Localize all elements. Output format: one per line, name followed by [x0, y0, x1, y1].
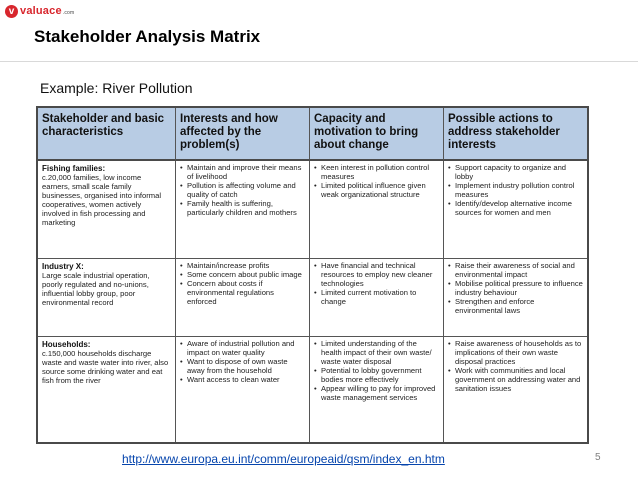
list-item: • Raise their awareness of social and environmental impact: [448, 261, 583, 279]
list-item: • Maintain/increase profits: [180, 261, 305, 270]
header-stakeholder: Stakeholder and basic characteristics: [38, 108, 176, 161]
capacity-cell-industry: [310, 259, 444, 337]
interests-cell-industry: [176, 259, 310, 337]
list-item: • Appear willing to pay for improved waste management services: [314, 384, 439, 402]
stakeholder-cell-households: [38, 337, 176, 442]
list-item: • Limited understanding of the health impact of their own waste/ waste water disposal: [314, 339, 439, 366]
stakeholder-name: Industry X:: [42, 262, 84, 271]
interests-cell-fishing: [176, 161, 310, 259]
list-item: • Mobilise political pressure to influence industry behaviour: [448, 279, 583, 297]
header-interests: Interests and how affected by the problem(s): [176, 108, 310, 161]
list-item: • Support capacity to organize and lobby: [448, 163, 583, 181]
stakeholder-name: Households:: [42, 340, 91, 349]
list-item: • Some concern about public image: [180, 270, 305, 279]
stakeholder-description: c.20,000 families, low income earners, small scale family businesses, organised into informal cooperatives, women actively involved in fish processing and marketing: [42, 173, 162, 227]
logo-mark-icon: v: [5, 5, 18, 18]
list-item: • Pollution is affecting volume and quality of catch: [180, 181, 305, 199]
valuace-logo: [5, 4, 74, 18]
stakeholder-description: Large scale industrial operation, poorly regulated and no-unions, influential lobby group, poor environmental record: [42, 271, 150, 307]
example-subtitle: Example: River Pollution: [40, 80, 193, 96]
list-item: • Concern about costs if environmental regulations enforced: [180, 279, 305, 306]
stakeholder-cell-fishing: [38, 161, 176, 259]
list-item: • Keen interest in pollution control measures: [314, 163, 439, 181]
actions-cell-fishing: [444, 161, 587, 259]
logo-text: valuace.com: [20, 5, 75, 17]
slide-title: Stakeholder Analysis Matrix: [34, 27, 261, 46]
header-actions: Possible actions to address stakeholder interests: [444, 108, 587, 161]
interests-cell-households: [176, 337, 310, 442]
list-item: • Want to dispose of own waste away from the household: [180, 357, 305, 375]
stakeholder-name: Fishing families:: [42, 164, 106, 173]
header-capacity: Capacity and motivation to bring about change: [310, 108, 444, 161]
list-item: • Limited political influence given weak organizational structure: [314, 181, 439, 199]
source-link[interactable]: http://www.europa.eu.int/comm/europeaid/qsm/index_en.htm: [122, 452, 445, 466]
stakeholder-matrix-table: [36, 106, 589, 444]
actions-cell-households: [444, 337, 587, 442]
page-number: 5: [595, 452, 601, 463]
stakeholder-description: c.150,000 households discharge waste and waste water into river, also source some drinking water and eat fish from the river: [42, 349, 169, 385]
list-item: • Maintain and improve their means of livelihood: [180, 163, 305, 181]
list-item: • Raise awareness of households as to implications of their own waste disposal practices: [448, 339, 583, 366]
list-item: • Implement industry pollution control measures: [448, 181, 583, 199]
capacity-cell-fishing: [310, 161, 444, 259]
list-item: • Strengthen and enforce environmental laws: [448, 297, 583, 315]
capacity-cell-households: [310, 337, 444, 442]
list-item: • Have financial and technical resources to employ new cleaner technologies: [314, 261, 439, 288]
list-item: • Potential to lobby government bodies more effectively: [314, 366, 439, 384]
list-item: • Family health is suffering, particularly children and mothers: [180, 199, 305, 217]
list-item: • Limited current motivation to change: [314, 288, 439, 306]
list-item: • Identify/develop alternative income sources for women and men: [448, 199, 583, 217]
list-item: • Work with communities and local government on addressing water and sanitation issues: [448, 366, 583, 393]
list-item: • Want access to clean water: [180, 375, 305, 384]
actions-cell-industry: [444, 259, 587, 337]
list-item: • Aware of industrial pollution and impact on water quality: [180, 339, 305, 357]
title-divider: [0, 61, 638, 62]
stakeholder-cell-industry: [38, 259, 176, 337]
